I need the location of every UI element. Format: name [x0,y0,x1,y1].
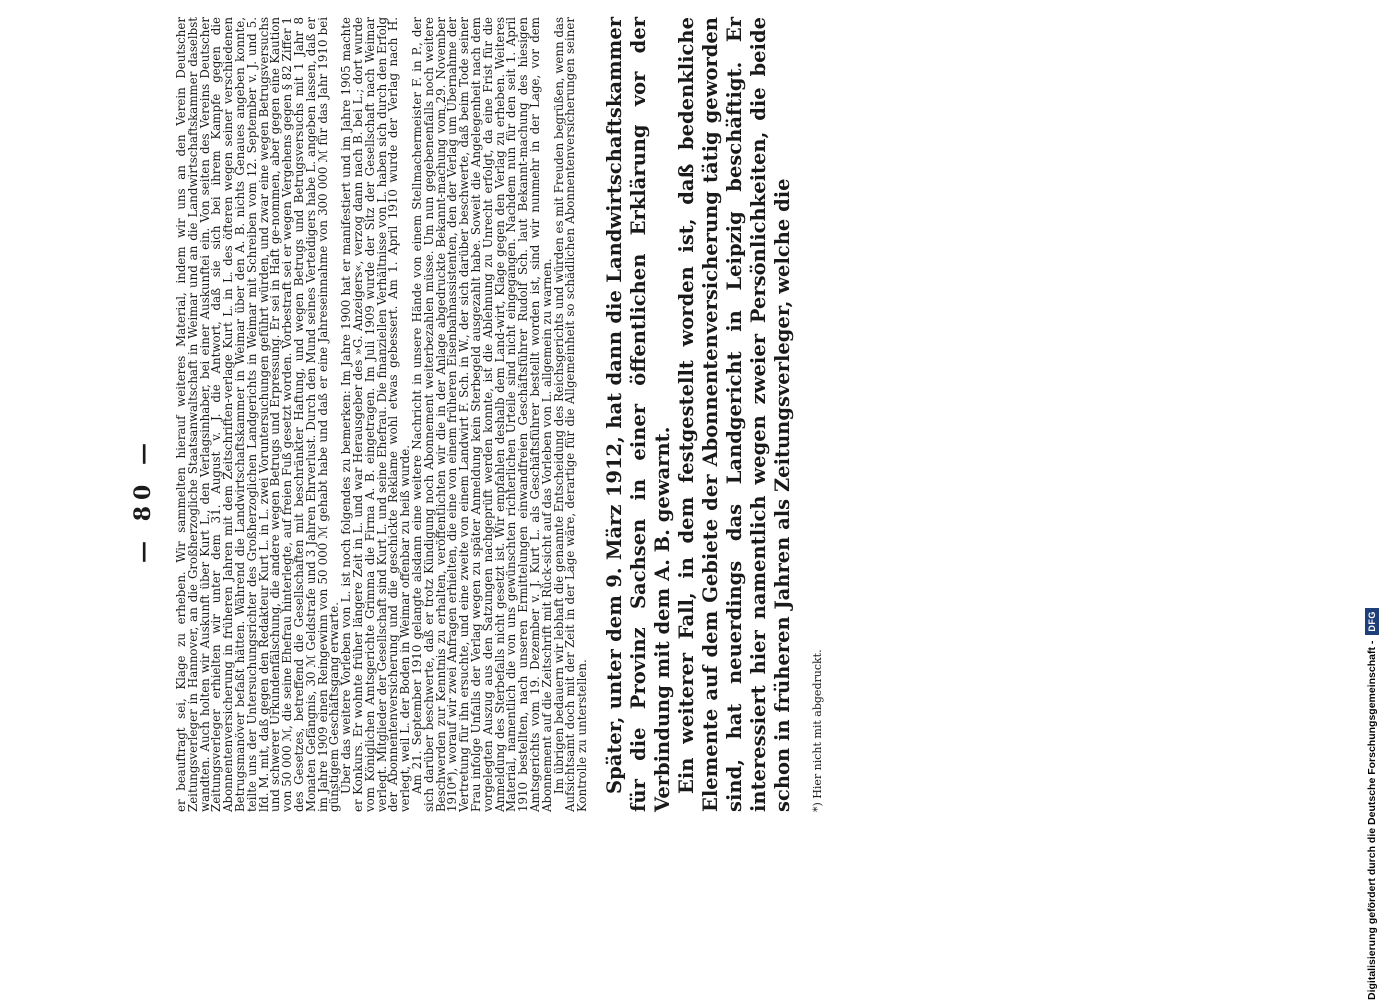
dfg-logo: DFG [1365,608,1379,635]
paragraph: Am 21. September 1910 gelangte alsdann eine weitere Nachricht in unsere Hände von einem Stellmachermeister F. in P., der sich darüber beschwerte, daß er trotz Kündigung noch Abonnement weiterbezahlen müsse. Um nun gegebenenfalls noch weitere Beschwerden zur Kenntnis zu erhalten, veröffentlichten wir die in der Anlage abgedruckte Bekannt-machung vom 29. November 1910*), worauf wir zwei Anfragen erhielten, die eine von einem früheren Eisenbahnassistenten, den der Verlag um Übernahme der Vertretung für ihn ersuchte, und eine zweite von einem Landwirt F. Sch. in W., der sich darüber beschwerte, daß beim Tode seiner Frau infolge Unfalls der Verlag wegen zu später Anmeldung kein Sterbegeld ausgezahlt habe. Soweit die Angelegenheit nach dem vorgelegten Auszug aus den Satzungen nachgeprüft werden konnte, ist die Ablehnung zu Unrecht erfolgt, da eine Frist für die Anmeldung des Sterbefalls nicht gesetzt ist. Wir empfahlen deshalb dem Land-wirt, Klage gegen den Verlag zu erheben. Weiteres Material, namentlich die von uns gewünschten richterlichen Urteile sind nicht eingegangen. Nachdem nun für den seit 1. April 1910 bestellten, nach unseren Ermittelungen einwandfreien Geschäftsführer Rudolf Sch. laut Bekannt-machung des hiesigen Amtsgerichts vom 19. Dezember v. J. Kurt L. als Geschäftsführer bestellt worden ist, sind wir nunmehr in der Lage, vor dem Abonnement auf die Zeitschrift mit Rück-sicht auf das Vorleben von L. allgemein zu warnen. [409,17,554,812]
credit-sidebar [1353,0,1383,1000]
paragraph: Später, unter dem 9. März 1912, hat dann die Landwirtschaftskammer für die Provinz Sachsen in einer öffentlichen Erklärung vor der Verbindung mit dem A. B. gewarnt. [602,17,674,812]
page-number: — 80 — [130,437,156,563]
scanned-page [124,0,1264,1000]
credit-line [1357,0,1383,1000]
main-text [176,17,589,812]
large-text [603,17,795,812]
paragraph: Im übrigen bedauern wir lebhaft die genannte Entscheidung des Reichsgerichts und würden es mit Freuden begrüßen, wenn das Aufsichtsamt doch mit der Zeit in der Lage wäre, derartige für die Allgemeinheit so schädlichen Abonnentenversicherungen seiner Kontrolle zu unterstellen. [551,17,590,812]
paragraph: Über das weitere Vorleben von L. ist noch folgendes zu bemerken: Im Jahre 1900 hat er manifestiert und im Jahre 1905 machte er Konkurs. Er wohnte früher längere Zeit in L. und war Herausgeber des »G. Anzeigers«, verzog dann nach B. bei L.; dort wurde vom Königlichen Amtsgerichte Grimma die Firma A. B. eingetragen. Im Juli 1909 wurde der Sitz der Gesellschaft nach Weimar verlegt. Mitglieder der Gesellschaft sind Kurt L. und seine Ehefrau. Die finanziellen Verhältnisse von L. haben sich durch den Erfolg der Abonnentenversicherung und die geschickte Reklame wohl etwas gebessert. Am 1. April 1910 wurde der Verlag nach H. verlegt, weil L. der Boden in Weimar offenbar zu heiß wurde. [339,17,413,812]
page-body [176,17,825,812]
footnote: *) Hier nicht mit abgedruckt. [810,649,824,812]
paragraph: Ein weiterer Fall, in dem festgestellt worden ist, daß bedenkliche Elemente auf dem Gebiete der Abonnentenversicherung tätig geworden sind, hat neuerdings das Landgericht in Leipzig beschäftigt. Er interessiert hier namentlich wegen zweier Persönlichkeiten, die beide schon in früheren Jahren als Zeitungsverleger, welche die [674,17,794,812]
credit-text: Digitalisierung gefördert durch die Deutsche Forschungsgemeinschaft - [1366,640,1378,1000]
paragraph: er beauftragt sei, Klage zu erheben. Wir sammelten hierauf weiteres Material, indem wir uns an den Verein Deutscher Zeitungsverleger in Hannover, an die Großherzogliche Staatsanwaltschaft in Weimar und an die Landwirtschaftskammer daselbst wandten. Auch holten wir Auskunft über Kurt L., den Verlagsinhaber, bei einer Auskunftei ein. Von seiten des Vereins Deutscher Zeitungsverleger erhielten wir unter dem 31. August v. J. die Antwort, daß sie sich bei ihrem Kampfe gegen die Abonnentenversicherung in früheren Jahren mit dem Zeitschriften-verlage Kurt L. in L. des öfteren wegen seiner verschiedenen Betrugsmanöver befaßt hätten. Während die Landwirtschaftskammer in Weimar über den A. B. nichts Genaues angeben konnte, teilte uns der Untersuchungsrichter des Großherzoglichen Landgerichts in Weimar mit Schreiben vom 12. September v. J. und 5. lfd. M. mit, daß gegen den Redakteur Kurt L. in L. zwei Voruntersuchungen geführt würden, und zwar eine wegen Betrugsversuchs und schwerer Urkundenfälschung, die andere wegen Betrugs und Erpressung. Er sei in Haft ge-nommen, aber gegen eine Kaution von 50 000 ℳ, die seine Ehefrau hinterlegte, auf freien Fuß gesetzt worden. Vorbestraft sei er wegen Vergehens gegen § 82 Ziffer 1 des Gesetzes, betreffend die Gesellschaften mit beschränkter Haftung, und wegen Betrugs und Betrugsversuchs mit 1 Jahr 8 Monaten Gefängnis, 30 ℳ Geldstrafe und 3 Jahren Ehrverlust. Durch den Mund seines Verteidigers habe L. angeben lassen, daß er im Jahre 1909 einen Reingewinn von 50 000 ℳ gehabt habe und daß er eine Jahreseinnahme von 300 000 ℳ für das Jahr 1910 bei günstigem Geschäftsgang erwarte. [174,17,342,812]
